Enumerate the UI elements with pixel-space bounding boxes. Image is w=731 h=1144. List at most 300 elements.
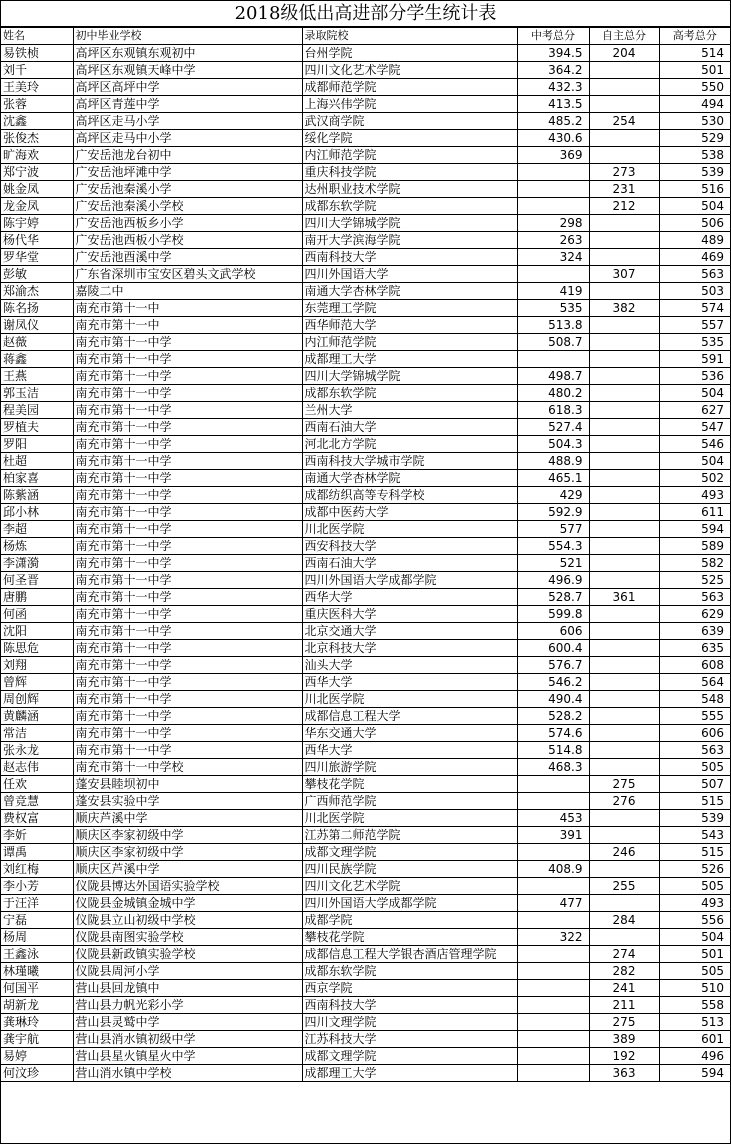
middle-school-cell[interactable]: 南充市第十一中学: [73, 708, 302, 725]
zizhu-score-cell[interactable]: [589, 606, 659, 623]
header-zizhu[interactable]: 自主总分: [589, 28, 659, 45]
student-name-cell[interactable]: 郭玉洁: [1, 385, 73, 402]
university-cell[interactable]: 西南石油大学: [302, 419, 517, 436]
gaokao-score-cell[interactable]: 515: [659, 844, 730, 861]
gaokao-score-cell[interactable]: 535: [659, 334, 730, 351]
zizhu-score-cell[interactable]: [589, 657, 659, 674]
zhongkao-score-cell[interactable]: 535: [517, 300, 589, 317]
zizhu-score-cell[interactable]: 275: [589, 1014, 659, 1031]
middle-school-cell[interactable]: 南充市第十一中: [73, 317, 302, 334]
university-cell[interactable]: 川北医学院: [302, 521, 517, 538]
zizhu-score-cell[interactable]: [589, 708, 659, 725]
university-cell[interactable]: 内江师范学院: [302, 147, 517, 164]
student-name-cell[interactable]: 旷海欢: [1, 147, 73, 164]
zhongkao-score-cell[interactable]: 508.7: [517, 334, 589, 351]
middle-school-cell[interactable]: 顺庆芦溪中学: [73, 810, 302, 827]
middle-school-cell[interactable]: 广安岳池秦溪小学校: [73, 198, 302, 215]
gaokao-score-cell[interactable]: 606: [659, 725, 730, 742]
middle-school-cell[interactable]: 南充市第十一中学校: [73, 759, 302, 776]
middle-school-cell[interactable]: 南充市第十一中学: [73, 453, 302, 470]
zhongkao-score-cell[interactable]: 369: [517, 147, 589, 164]
middle-school-cell[interactable]: 广安岳池坪滩中学: [73, 164, 302, 181]
zizhu-score-cell[interactable]: [589, 317, 659, 334]
middle-school-cell[interactable]: 广安岳池秦溪小学: [73, 181, 302, 198]
middle-school-cell[interactable]: 南充市第十一中学: [73, 504, 302, 521]
gaokao-score-cell[interactable]: 556: [659, 912, 730, 929]
zizhu-score-cell[interactable]: 363: [589, 1065, 659, 1082]
student-name-cell[interactable]: 何函: [1, 606, 73, 623]
zhongkao-score-cell[interactable]: 546.2: [517, 674, 589, 691]
student-name-cell[interactable]: 常洁: [1, 725, 73, 742]
university-cell[interactable]: 川北医学院: [302, 810, 517, 827]
zizhu-score-cell[interactable]: [589, 130, 659, 147]
university-cell[interactable]: 西华大学: [302, 742, 517, 759]
university-cell[interactable]: 北京交通大学: [302, 623, 517, 640]
middle-school-cell[interactable]: 南充市第十一中学: [73, 470, 302, 487]
student-name-cell[interactable]: 张俊杰: [1, 130, 73, 147]
student-name-cell[interactable]: 郑渝杰: [1, 283, 73, 300]
zhongkao-score-cell[interactable]: 490.4: [517, 691, 589, 708]
middle-school-cell[interactable]: 南充市第十一中学: [73, 589, 302, 606]
zhongkao-score-cell[interactable]: [517, 912, 589, 929]
gaokao-score-cell[interactable]: 469: [659, 249, 730, 266]
zizhu-score-cell[interactable]: [589, 487, 659, 504]
middle-school-cell[interactable]: 营山县星火镇星火中学: [73, 1048, 302, 1065]
university-cell[interactable]: 西南科技大学城市学院: [302, 453, 517, 470]
middle-school-cell[interactable]: 蓬安县实验中学: [73, 793, 302, 810]
student-name-cell[interactable]: 陈思危: [1, 640, 73, 657]
student-name-cell[interactable]: 罗华堂: [1, 249, 73, 266]
gaokao-score-cell[interactable]: 493: [659, 487, 730, 504]
zizhu-score-cell[interactable]: [589, 742, 659, 759]
zizhu-score-cell[interactable]: [589, 402, 659, 419]
student-name-cell[interactable]: 彭敏: [1, 266, 73, 283]
student-name-cell[interactable]: 姚金凤: [1, 181, 73, 198]
zhongkao-score-cell[interactable]: 574.6: [517, 725, 589, 742]
gaokao-score-cell[interactable]: 529: [659, 130, 730, 147]
gaokao-score-cell[interactable]: 489: [659, 232, 730, 249]
student-name-cell[interactable]: 易婷: [1, 1048, 73, 1065]
zizhu-score-cell[interactable]: [589, 283, 659, 300]
university-cell[interactable]: 兰州大学: [302, 402, 517, 419]
middle-school-cell[interactable]: 高坪区走马小学: [73, 113, 302, 130]
student-name-cell[interactable]: 程美园: [1, 402, 73, 419]
gaokao-score-cell[interactable]: 504: [659, 929, 730, 946]
middle-school-cell[interactable]: 南充市第十一中学: [73, 351, 302, 368]
middle-school-cell[interactable]: 蓬安县睦坝初中: [73, 776, 302, 793]
zizhu-score-cell[interactable]: [589, 215, 659, 232]
student-name-cell[interactable]: 周创辉: [1, 691, 73, 708]
university-cell[interactable]: 四川旅游学院: [302, 759, 517, 776]
middle-school-cell[interactable]: 营山县消水镇初级中学: [73, 1031, 302, 1048]
student-name-cell[interactable]: 何圣晋: [1, 572, 73, 589]
university-cell[interactable]: 西南石油大学: [302, 555, 517, 572]
zhongkao-score-cell[interactable]: 391: [517, 827, 589, 844]
zizhu-score-cell[interactable]: [589, 504, 659, 521]
zizhu-score-cell[interactable]: [589, 759, 659, 776]
zhongkao-score-cell[interactable]: 468.3: [517, 759, 589, 776]
student-name-cell[interactable]: 谭禹: [1, 844, 73, 861]
university-cell[interactable]: 成都信息工程大学: [302, 708, 517, 725]
university-cell[interactable]: 四川大学锦城学院: [302, 215, 517, 232]
university-cell[interactable]: 绥化学院: [302, 130, 517, 147]
university-cell[interactable]: 达州职业技术学院: [302, 181, 517, 198]
zizhu-score-cell[interactable]: [589, 79, 659, 96]
header-university[interactable]: 录取院校: [302, 28, 517, 45]
zhongkao-score-cell[interactable]: 600.4: [517, 640, 589, 657]
zhongkao-score-cell[interactable]: [517, 1048, 589, 1065]
middle-school-cell[interactable]: 营山县灵鹫中学: [73, 1014, 302, 1031]
zhongkao-score-cell[interactable]: 477: [517, 895, 589, 912]
zhongkao-score-cell[interactable]: 413.5: [517, 96, 589, 113]
university-cell[interactable]: 成都东软学院: [302, 385, 517, 402]
gaokao-score-cell[interactable]: 635: [659, 640, 730, 657]
middle-school-cell[interactable]: 高坪区走马中小学: [73, 130, 302, 147]
university-cell[interactable]: 江苏第二师范学院: [302, 827, 517, 844]
student-name-cell[interactable]: 陈紫涵: [1, 487, 73, 504]
zhongkao-score-cell[interactable]: 419: [517, 283, 589, 300]
zhongkao-score-cell[interactable]: [517, 351, 589, 368]
gaokao-score-cell[interactable]: 539: [659, 810, 730, 827]
student-name-cell[interactable]: 邱小林: [1, 504, 73, 521]
middle-school-cell[interactable]: 营山县力帆光彩小学: [73, 997, 302, 1014]
university-cell[interactable]: 成都中医药大学: [302, 504, 517, 521]
gaokao-score-cell[interactable]: 629: [659, 606, 730, 623]
student-name-cell[interactable]: 林瑾曦: [1, 963, 73, 980]
middle-school-cell[interactable]: 广安岳池酉溪中学: [73, 249, 302, 266]
zizhu-score-cell[interactable]: [589, 249, 659, 266]
gaokao-score-cell[interactable]: 493: [659, 895, 730, 912]
university-cell[interactable]: 成都师范学院: [302, 79, 517, 96]
middle-school-cell[interactable]: 南充市第十一中学: [73, 487, 302, 504]
zhongkao-score-cell[interactable]: 498.7: [517, 368, 589, 385]
student-name-cell[interactable]: 王鑫泳: [1, 946, 73, 963]
student-name-cell[interactable]: 宁磊: [1, 912, 73, 929]
zhongkao-score-cell[interactable]: 554.3: [517, 538, 589, 555]
middle-school-cell[interactable]: 营山消水镇中学校: [73, 1065, 302, 1082]
middle-school-cell[interactable]: 仪陇县博达外国语实验学校: [73, 878, 302, 895]
student-name-cell[interactable]: 唐鹏: [1, 589, 73, 606]
middle-school-cell[interactable]: 南充市第十一中学: [73, 419, 302, 436]
gaokao-score-cell[interactable]: 536: [659, 368, 730, 385]
gaokao-score-cell[interactable]: 543: [659, 827, 730, 844]
university-cell[interactable]: 河北北方学院: [302, 436, 517, 453]
university-cell[interactable]: 南通大学杏林学院: [302, 283, 517, 300]
zhongkao-score-cell[interactable]: 394.5: [517, 45, 589, 62]
gaokao-score-cell[interactable]: 496: [659, 1048, 730, 1065]
gaokao-score-cell[interactable]: 501: [659, 946, 730, 963]
gaokao-score-cell[interactable]: 563: [659, 589, 730, 606]
university-cell[interactable]: 南通大学杏林学院: [302, 470, 517, 487]
university-cell[interactable]: 广西师范学院: [302, 793, 517, 810]
zhongkao-score-cell[interactable]: [517, 181, 589, 198]
student-name-cell[interactable]: 胡新龙: [1, 997, 73, 1014]
gaokao-score-cell[interactable]: 547: [659, 419, 730, 436]
university-cell[interactable]: 江苏科技大学: [302, 1031, 517, 1048]
zhongkao-score-cell[interactable]: 513.8: [517, 317, 589, 334]
zizhu-score-cell[interactable]: [589, 368, 659, 385]
student-name-cell[interactable]: 任欢: [1, 776, 73, 793]
university-cell[interactable]: 四川外国语大学成都学院: [302, 895, 517, 912]
student-name-cell[interactable]: 王燕: [1, 368, 73, 385]
zhongkao-score-cell[interactable]: 429: [517, 487, 589, 504]
zizhu-score-cell[interactable]: [589, 232, 659, 249]
student-name-cell[interactable]: 罗植夫: [1, 419, 73, 436]
zizhu-score-cell[interactable]: [589, 436, 659, 453]
middle-school-cell[interactable]: 南充市第十一中学: [73, 674, 302, 691]
university-cell[interactable]: 攀枝花学院: [302, 929, 517, 946]
middle-school-cell[interactable]: 嘉陵二中: [73, 283, 302, 300]
gaokao-score-cell[interactable]: 591: [659, 351, 730, 368]
gaokao-score-cell[interactable]: 564: [659, 674, 730, 691]
middle-school-cell[interactable]: 南充市第十一中学: [73, 555, 302, 572]
student-name-cell[interactable]: 王美玲: [1, 79, 73, 96]
university-cell[interactable]: 成都学院: [302, 912, 517, 929]
middle-school-cell[interactable]: 南充市第十一中学: [73, 742, 302, 759]
student-name-cell[interactable]: 郑宁波: [1, 164, 73, 181]
zizhu-score-cell[interactable]: 274: [589, 946, 659, 963]
middle-school-cell[interactable]: 高坪区东观镇天峰中学: [73, 62, 302, 79]
middle-school-cell[interactable]: 仪陇县新政镇实验学校: [73, 946, 302, 963]
zhongkao-score-cell[interactable]: [517, 776, 589, 793]
zizhu-score-cell[interactable]: 282: [589, 963, 659, 980]
middle-school-cell[interactable]: 高坪区东观镇东观初中: [73, 45, 302, 62]
middle-school-cell[interactable]: 南充市第十一中学: [73, 725, 302, 742]
zhongkao-score-cell[interactable]: 408.9: [517, 861, 589, 878]
zizhu-score-cell[interactable]: 212: [589, 198, 659, 215]
zhongkao-score-cell[interactable]: [517, 844, 589, 861]
zizhu-score-cell[interactable]: [589, 861, 659, 878]
gaokao-score-cell[interactable]: 611: [659, 504, 730, 521]
zhongkao-score-cell[interactable]: 263: [517, 232, 589, 249]
gaokao-score-cell[interactable]: 510: [659, 980, 730, 997]
university-cell[interactable]: 四川大学锦城学院: [302, 368, 517, 385]
zizhu-score-cell[interactable]: [589, 827, 659, 844]
header-middle-school[interactable]: 初中毕业学校: [73, 28, 302, 45]
zizhu-score-cell[interactable]: 307: [589, 266, 659, 283]
zhongkao-score-cell[interactable]: 453: [517, 810, 589, 827]
middle-school-cell[interactable]: 南充市第十一中学: [73, 657, 302, 674]
middle-school-cell[interactable]: 南充市第十一中学: [73, 538, 302, 555]
university-cell[interactable]: 攀枝花学院: [302, 776, 517, 793]
zizhu-score-cell[interactable]: [589, 810, 659, 827]
student-name-cell[interactable]: 杨代华: [1, 232, 73, 249]
header-zhongkao[interactable]: 中考总分: [517, 28, 589, 45]
student-name-cell[interactable]: 曾竞慧: [1, 793, 73, 810]
middle-school-cell[interactable]: 南充市第十一中学: [73, 640, 302, 657]
zhongkao-score-cell[interactable]: 606: [517, 623, 589, 640]
student-name-cell[interactable]: 刘千: [1, 62, 73, 79]
middle-school-cell[interactable]: 广安岳池西板小学校: [73, 232, 302, 249]
zhongkao-score-cell[interactable]: [517, 980, 589, 997]
zizhu-score-cell[interactable]: 204: [589, 45, 659, 62]
middle-school-cell[interactable]: 南充市第十一中学: [73, 623, 302, 640]
zhongkao-score-cell[interactable]: 322: [517, 929, 589, 946]
gaokao-score-cell[interactable]: 502: [659, 470, 730, 487]
zhongkao-score-cell[interactable]: 599.8: [517, 606, 589, 623]
gaokao-score-cell[interactable]: 505: [659, 759, 730, 776]
middle-school-cell[interactable]: 顺庆区芦溪中学: [73, 861, 302, 878]
middle-school-cell[interactable]: 南充市第十一中学: [73, 385, 302, 402]
zhongkao-score-cell[interactable]: 485.2: [517, 113, 589, 130]
middle-school-cell[interactable]: 南充市第十一中学: [73, 572, 302, 589]
header-gaokao[interactable]: 高考总分: [659, 28, 730, 45]
zizhu-score-cell[interactable]: 275: [589, 776, 659, 793]
university-cell[interactable]: 四川外国语大学: [302, 266, 517, 283]
gaokao-score-cell[interactable]: 504: [659, 453, 730, 470]
zizhu-score-cell[interactable]: 246: [589, 844, 659, 861]
middle-school-cell[interactable]: 高坪区高坪中学: [73, 79, 302, 96]
university-cell[interactable]: 川北医学院: [302, 691, 517, 708]
zhongkao-score-cell[interactable]: 324: [517, 249, 589, 266]
student-name-cell[interactable]: 杨周: [1, 929, 73, 946]
zhongkao-score-cell[interactable]: [517, 793, 589, 810]
zizhu-score-cell[interactable]: [589, 895, 659, 912]
university-cell[interactable]: 成都信息工程大学银杏酒店管理学院: [302, 946, 517, 963]
university-cell[interactable]: 东莞理工学院: [302, 300, 517, 317]
zizhu-score-cell[interactable]: [589, 538, 659, 555]
student-name-cell[interactable]: 于汪洋: [1, 895, 73, 912]
gaokao-score-cell[interactable]: 507: [659, 776, 730, 793]
university-cell[interactable]: 西安科技大学: [302, 538, 517, 555]
university-cell[interactable]: 成都理工大学: [302, 351, 517, 368]
zizhu-score-cell[interactable]: [589, 640, 659, 657]
university-cell[interactable]: 西南科技大学: [302, 997, 517, 1014]
university-cell[interactable]: 成都纺织高等专科学校: [302, 487, 517, 504]
zizhu-score-cell[interactable]: 276: [589, 793, 659, 810]
middle-school-cell[interactable]: 顺庆区李家初级中学: [73, 827, 302, 844]
middle-school-cell[interactable]: 仪陇县周河小学: [73, 963, 302, 980]
gaokao-score-cell[interactable]: 548: [659, 691, 730, 708]
student-name-cell[interactable]: 杨炼: [1, 538, 73, 555]
middle-school-cell[interactable]: 仪陇县金城镇金城中学: [73, 895, 302, 912]
university-cell[interactable]: 内江师范学院: [302, 334, 517, 351]
university-cell[interactable]: 重庆医科大学: [302, 606, 517, 623]
middle-school-cell[interactable]: 广安岳池龙台初中: [73, 147, 302, 164]
university-cell[interactable]: 成都东软学院: [302, 198, 517, 215]
gaokao-score-cell[interactable]: 557: [659, 317, 730, 334]
gaokao-score-cell[interactable]: 513: [659, 1014, 730, 1031]
gaokao-score-cell[interactable]: 530: [659, 113, 730, 130]
zhongkao-score-cell[interactable]: [517, 164, 589, 181]
zhongkao-score-cell[interactable]: 618.3: [517, 402, 589, 419]
zhongkao-score-cell[interactable]: 521: [517, 555, 589, 572]
university-cell[interactable]: 西华师范大学: [302, 317, 517, 334]
zizhu-score-cell[interactable]: 361: [589, 589, 659, 606]
zizhu-score-cell[interactable]: 231: [589, 181, 659, 198]
zizhu-score-cell[interactable]: 192: [589, 1048, 659, 1065]
zizhu-score-cell[interactable]: [589, 419, 659, 436]
gaokao-score-cell[interactable]: 504: [659, 198, 730, 215]
student-name-cell[interactable]: 李小芳: [1, 878, 73, 895]
student-name-cell[interactable]: 黄麟涵: [1, 708, 73, 725]
gaokao-score-cell[interactable]: 558: [659, 997, 730, 1014]
zhongkao-score-cell[interactable]: 364.2: [517, 62, 589, 79]
zizhu-score-cell[interactable]: [589, 62, 659, 79]
zhongkao-score-cell[interactable]: [517, 997, 589, 1014]
student-name-cell[interactable]: 陈名扬: [1, 300, 73, 317]
student-name-cell[interactable]: 沈鑫: [1, 113, 73, 130]
middle-school-cell[interactable]: 广安岳池西板乡小学: [73, 215, 302, 232]
gaokao-score-cell[interactable]: 627: [659, 402, 730, 419]
zizhu-score-cell[interactable]: [589, 470, 659, 487]
student-name-cell[interactable]: 曾辉: [1, 674, 73, 691]
zhongkao-score-cell[interactable]: 465.1: [517, 470, 589, 487]
zizhu-score-cell[interactable]: [589, 453, 659, 470]
university-cell[interactable]: 成都文理学院: [302, 844, 517, 861]
zhongkao-score-cell[interactable]: 430.6: [517, 130, 589, 147]
zhongkao-score-cell[interactable]: 592.9: [517, 504, 589, 521]
gaokao-score-cell[interactable]: 594: [659, 1065, 730, 1082]
university-cell[interactable]: 北京科技大学: [302, 640, 517, 657]
middle-school-cell[interactable]: 南充市第十一中学: [73, 521, 302, 538]
gaokao-score-cell[interactable]: 589: [659, 538, 730, 555]
header-name[interactable]: 姓名: [1, 28, 73, 45]
zizhu-score-cell[interactable]: [589, 623, 659, 640]
student-name-cell[interactable]: 陈宇婷: [1, 215, 73, 232]
zhongkao-score-cell[interactable]: [517, 963, 589, 980]
zizhu-score-cell[interactable]: [589, 147, 659, 164]
gaokao-score-cell[interactable]: 601: [659, 1031, 730, 1048]
gaokao-score-cell[interactable]: 563: [659, 742, 730, 759]
university-cell[interactable]: 台州学院: [302, 45, 517, 62]
middle-school-cell[interactable]: 高坪区青莲中学: [73, 96, 302, 113]
student-name-cell[interactable]: 柏家喜: [1, 470, 73, 487]
zhongkao-score-cell[interactable]: 504.3: [517, 436, 589, 453]
zhongkao-score-cell[interactable]: [517, 1014, 589, 1031]
zhongkao-score-cell[interactable]: 496.9: [517, 572, 589, 589]
gaokao-score-cell[interactable]: 594: [659, 521, 730, 538]
university-cell[interactable]: 南开大学滨海学院: [302, 232, 517, 249]
middle-school-cell[interactable]: 南充市第十一中学: [73, 402, 302, 419]
zizhu-score-cell[interactable]: 284: [589, 912, 659, 929]
student-name-cell[interactable]: 何国平: [1, 980, 73, 997]
zizhu-score-cell[interactable]: [589, 555, 659, 572]
zhongkao-score-cell[interactable]: 480.2: [517, 385, 589, 402]
university-cell[interactable]: 西华大学: [302, 674, 517, 691]
gaokao-score-cell[interactable]: 574: [659, 300, 730, 317]
zhongkao-score-cell[interactable]: 577: [517, 521, 589, 538]
zizhu-score-cell[interactable]: [589, 929, 659, 946]
gaokao-score-cell[interactable]: 505: [659, 963, 730, 980]
student-name-cell[interactable]: 李妡: [1, 827, 73, 844]
zizhu-score-cell[interactable]: [589, 351, 659, 368]
gaokao-score-cell[interactable]: 550: [659, 79, 730, 96]
student-name-cell[interactable]: 刘红梅: [1, 861, 73, 878]
university-cell[interactable]: 西华大学: [302, 589, 517, 606]
university-cell[interactable]: 重庆科技学院: [302, 164, 517, 181]
zizhu-score-cell[interactable]: 389: [589, 1031, 659, 1048]
student-name-cell[interactable]: 蒋鑫: [1, 351, 73, 368]
gaokao-score-cell[interactable]: 506: [659, 215, 730, 232]
zhongkao-score-cell[interactable]: 514.8: [517, 742, 589, 759]
gaokao-score-cell[interactable]: 608: [659, 657, 730, 674]
university-cell[interactable]: 成都理工大学: [302, 1065, 517, 1082]
zhongkao-score-cell[interactable]: 432.3: [517, 79, 589, 96]
gaokao-score-cell[interactable]: 546: [659, 436, 730, 453]
university-cell[interactable]: 汕头大学: [302, 657, 517, 674]
student-name-cell[interactable]: 刘翔: [1, 657, 73, 674]
student-name-cell[interactable]: 龙金凤: [1, 198, 73, 215]
middle-school-cell[interactable]: 南充市第十一中学: [73, 606, 302, 623]
student-name-cell[interactable]: 李潇漪: [1, 555, 73, 572]
student-name-cell[interactable]: 赵薇: [1, 334, 73, 351]
gaokao-score-cell[interactable]: 525: [659, 572, 730, 589]
zhongkao-score-cell[interactable]: [517, 198, 589, 215]
university-cell[interactable]: 华东交通大学: [302, 725, 517, 742]
gaokao-score-cell[interactable]: 563: [659, 266, 730, 283]
middle-school-cell[interactable]: 仪陇县南图实验学校: [73, 929, 302, 946]
